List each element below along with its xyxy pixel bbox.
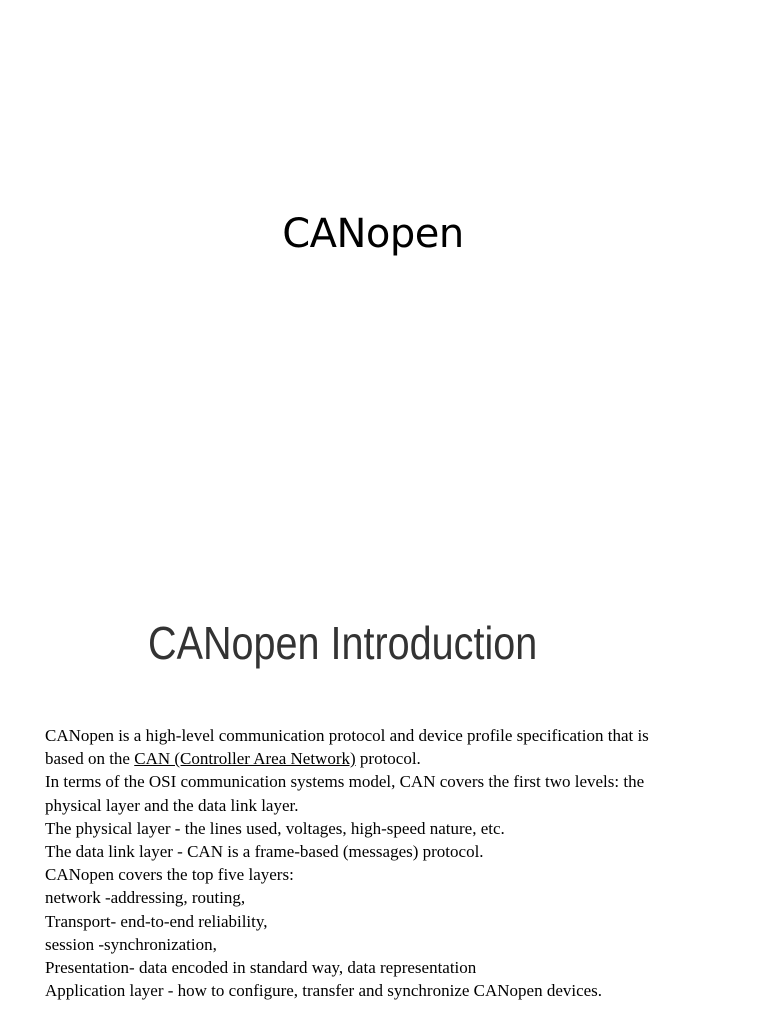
body-line: The physical layer - the lines used, voltages, high-speed nature, etc. [45,818,505,838]
intro-slide-title: CANopen Introduction [148,617,538,669]
intro-slide-body [45,724,745,1002]
body-line: CANopen covers the top five layers: [45,865,294,885]
body-line: physical layer and the data link layer. [45,795,299,815]
body-line: The data link layer - CAN is a frame-based (messages) protocol. [45,842,484,862]
body-line: network -addressing, routing, [45,888,246,908]
body-line: In terms of the OSI communication systems model, CAN covers the first two levels: the [45,772,645,792]
body-line-with-link [45,747,745,770]
intro-slide [0,576,768,1024]
slide-title: CANopen [282,211,464,257]
body-text: protocol. [355,749,421,769]
body-line: session -synchronization, [45,934,217,954]
body-line: CANopen is a high-level communication protocol and device profile specification that is [45,726,649,745]
can-wiki-link[interactable]: CAN (Controller Area Network) [134,749,356,769]
body-text: based on the [45,749,135,769]
body-line: Transport- end-to-end reliability, [45,911,268,931]
body-line: Presentation- data encoded in standard way, data representation [45,958,477,978]
body-line: Application layer - how to configure, transfer and synchronize CANopen devices. [45,981,603,1001]
